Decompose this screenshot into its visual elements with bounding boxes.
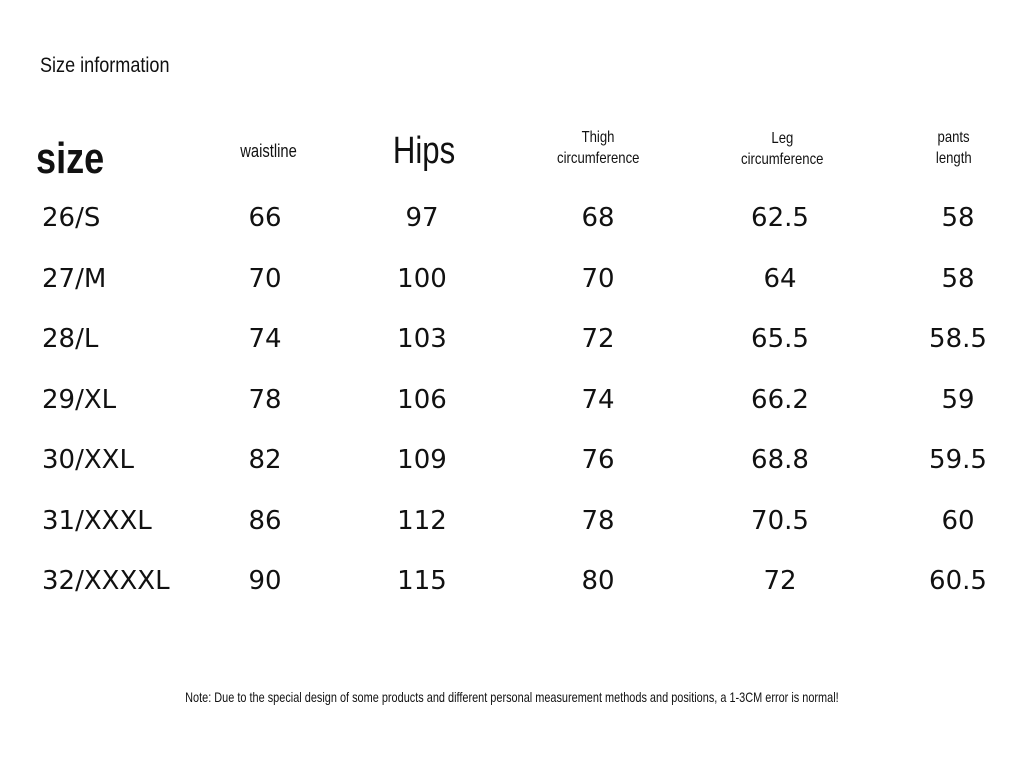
column-header-pants-line1: pants bbox=[937, 129, 971, 146]
cell-pants-length: 58 bbox=[941, 263, 975, 294]
size-table-body bbox=[0, 188, 1024, 612]
cell-waistline: 70 bbox=[248, 263, 282, 294]
cell-hips: 109 bbox=[397, 445, 447, 475]
table-row bbox=[0, 491, 1024, 552]
cell-leg: 72 bbox=[763, 566, 797, 596]
table-row bbox=[0, 370, 1024, 431]
cell-pants-length: 60 bbox=[941, 505, 975, 536]
column-header-size-label: size bbox=[36, 134, 105, 183]
table-row bbox=[0, 188, 1024, 249]
cell-hips: 115 bbox=[397, 566, 447, 596]
column-header-hips bbox=[372, 128, 476, 174]
cell-leg: 64 bbox=[763, 263, 797, 294]
column-header-thigh bbox=[528, 127, 668, 169]
cell-leg: 66.2 bbox=[751, 384, 809, 415]
cell-size: 29/XL bbox=[42, 384, 117, 415]
cell-pants-length: 58 bbox=[941, 203, 975, 233]
cell-size: 30/XXL bbox=[42, 445, 134, 475]
cell-leg: 62.5 bbox=[751, 203, 809, 233]
measurement-note-text: Note: Due to the special design of some products and different personal measurement methods and positions, a 1-3CM error is normal! bbox=[185, 689, 839, 705]
cell-pants-length: 59 bbox=[941, 384, 975, 415]
column-header-leg-line1: Leg bbox=[771, 130, 793, 147]
cell-pants-length: 58.5 bbox=[929, 324, 987, 354]
table-row bbox=[0, 551, 1024, 612]
cell-pants-length: 60.5 bbox=[929, 566, 987, 596]
cell-size: 28/L bbox=[42, 324, 99, 354]
cell-hips: 97 bbox=[405, 203, 439, 233]
cell-waistline: 86 bbox=[248, 505, 282, 536]
table-row bbox=[0, 309, 1024, 370]
cell-waistline: 90 bbox=[248, 566, 282, 596]
cell-thigh: 74 bbox=[581, 384, 615, 415]
cell-hips: 112 bbox=[397, 505, 447, 536]
cell-thigh: 78 bbox=[581, 505, 615, 536]
measurement-note bbox=[0, 689, 1024, 705]
column-header-hips-label: Hips bbox=[392, 130, 456, 172]
cell-pants-length: 59.5 bbox=[929, 445, 987, 475]
cell-leg: 70.5 bbox=[751, 505, 809, 536]
cell-thigh: 80 bbox=[581, 566, 615, 596]
column-header-waistline-label: waistline bbox=[240, 141, 298, 161]
cell-size: 32/XXXXL bbox=[42, 566, 170, 596]
cell-thigh: 70 bbox=[581, 263, 615, 294]
cell-leg: 68.8 bbox=[751, 445, 809, 475]
column-header-thigh-line1: Thigh bbox=[581, 129, 615, 146]
table-row bbox=[0, 249, 1024, 310]
column-header-leg-line2: circumference bbox=[740, 151, 824, 168]
cell-waistline: 66 bbox=[248, 203, 282, 233]
cell-thigh: 68 bbox=[581, 203, 615, 233]
cell-thigh: 76 bbox=[581, 445, 615, 475]
column-header-pants-line2: length bbox=[936, 150, 972, 167]
column-header-leg bbox=[712, 128, 852, 170]
cell-size: 31/XXXL bbox=[42, 505, 152, 536]
cell-hips: 103 bbox=[397, 324, 447, 354]
cell-leg: 65.5 bbox=[751, 324, 809, 354]
cell-waistline: 78 bbox=[248, 384, 282, 415]
cell-thigh: 72 bbox=[581, 324, 615, 354]
column-header-pants-length bbox=[906, 127, 1002, 169]
cell-waistline: 74 bbox=[248, 324, 282, 354]
column-header-thigh-line2: circumference bbox=[556, 150, 640, 167]
cell-hips: 100 bbox=[397, 263, 447, 294]
cell-hips: 106 bbox=[397, 384, 447, 415]
column-header-size bbox=[36, 134, 119, 184]
cell-waistline: 82 bbox=[248, 445, 282, 475]
table-row bbox=[0, 430, 1024, 491]
page-title: Size information bbox=[40, 54, 170, 77]
cell-size: 26/S bbox=[42, 203, 101, 233]
cell-size: 27/M bbox=[42, 263, 107, 294]
column-header-waistline bbox=[214, 141, 324, 162]
